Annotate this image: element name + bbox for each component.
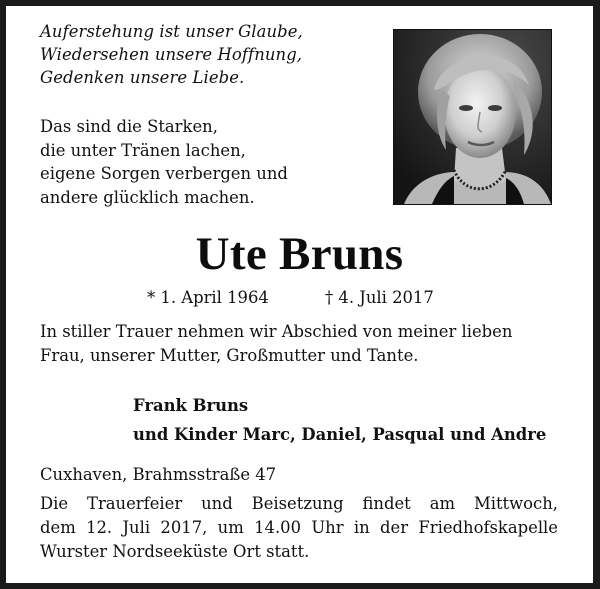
verse-italic-line: Gedenken unsere Liebe. xyxy=(40,68,245,87)
portrait-image xyxy=(394,30,551,204)
funeral-line: Wurster Nordseeküste Ort statt. xyxy=(40,542,310,561)
obituary-notice xyxy=(6,6,593,583)
verse-plain-line: die unter Tränen lachen, xyxy=(40,140,246,160)
verse-italic-line: Auferstehung ist unser Glaube, xyxy=(40,22,303,41)
message-line: In stiller Trauer nehmen wir Abschied von meiner lieben xyxy=(40,322,513,341)
address: Cuxhaven, Brahmsstraße 47 xyxy=(40,465,277,484)
funeral-details xyxy=(40,492,558,564)
mourners xyxy=(133,391,546,449)
mourner-line: Frank Bruns xyxy=(133,396,249,415)
funeral-line: dem 12. Juli 2017, um 14.00 Uhr in der Friedhofskapelle xyxy=(40,518,558,537)
deceased-name: Ute Bruns xyxy=(195,228,404,280)
verse-italic xyxy=(40,20,380,89)
verse-plain-line: Das sind die Starken, xyxy=(40,117,218,136)
verse-plain-line: andere glücklich machen. xyxy=(40,187,255,207)
farewell-message xyxy=(40,320,560,368)
message-line: Frau, unserer Mutter, Großmutter und Tante. xyxy=(40,346,419,365)
life-dates xyxy=(147,287,467,309)
funeral-line: Die Trauerfeier und Beisetzung findet am Mittwoch, xyxy=(40,494,558,513)
verse-plain-line: eigene Sorgen verbergen und xyxy=(40,164,288,183)
verse-plain xyxy=(40,115,380,209)
portrait-photo xyxy=(393,29,552,205)
verse-italic-line: Wiedersehen unsere Hoffnung, xyxy=(40,45,303,64)
birth-date: * 1. April 1964 xyxy=(147,288,269,307)
mourner-line: und Kinder Marc, Daniel, Pasqual und Andre xyxy=(133,425,547,444)
death-date: † 4. Juli 2017 xyxy=(325,288,434,307)
